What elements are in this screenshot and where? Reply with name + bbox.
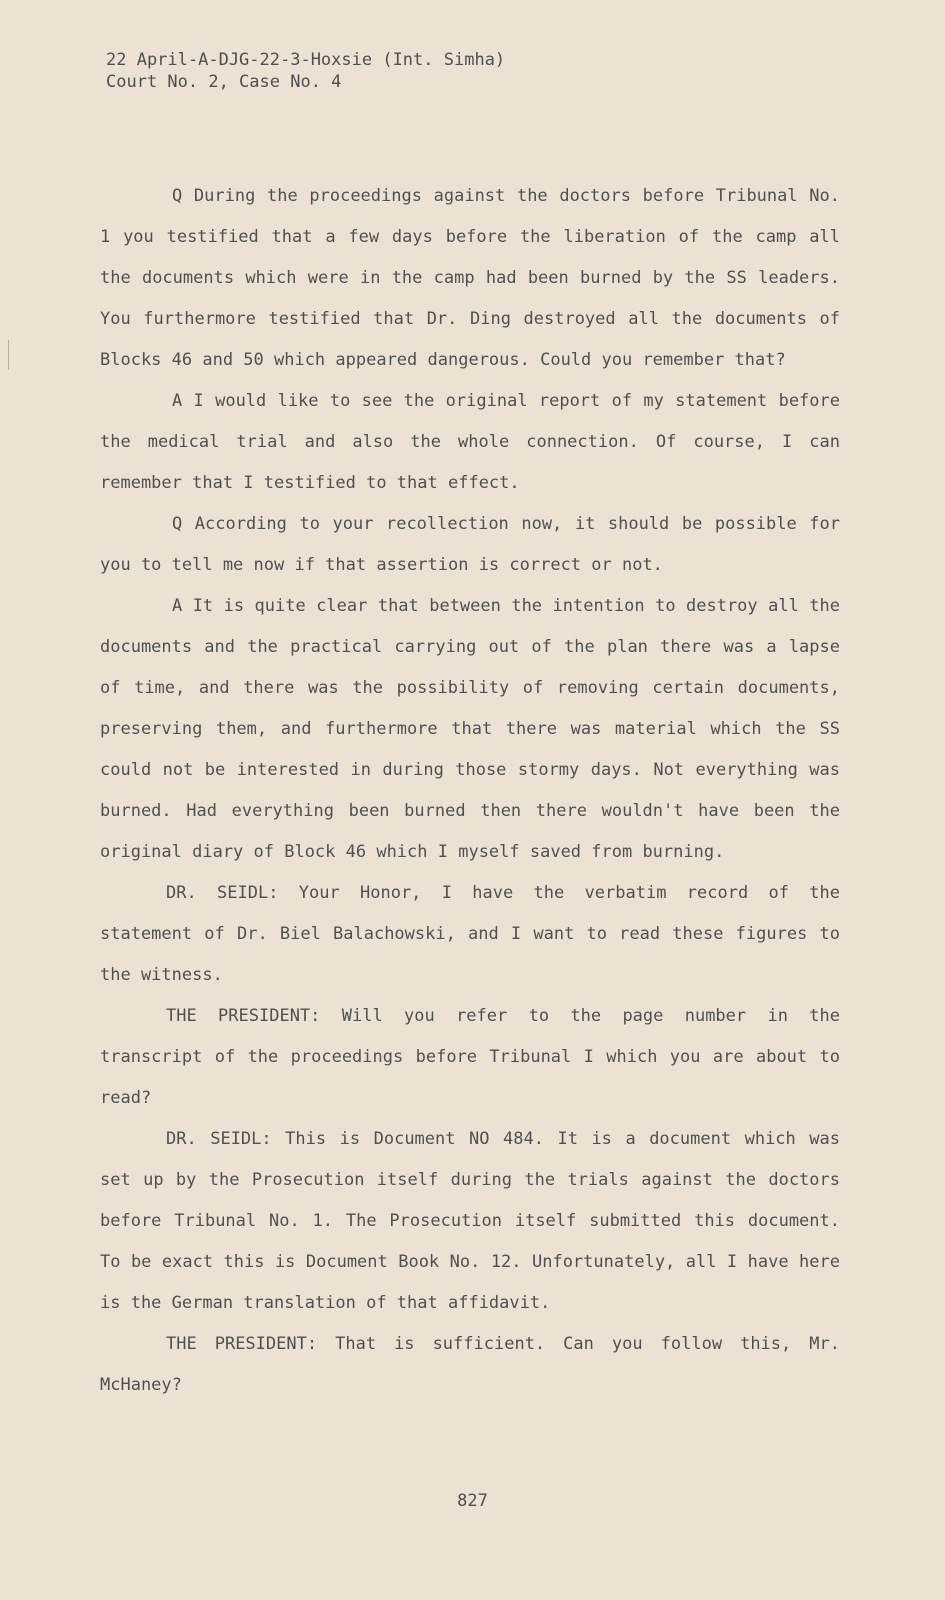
answer-paragraph: A It is quite clear that between the intention to destroy all the documents and the practical carrying out of the plan there was a lapse of time, and there was the possibility of removing certain documents, preserving them, and furthermore that there was material which the SS could not be interested in during those stormy days. Not everything was burned. Had everything been burned then there wouldn't have been the original diary of Block 46 which I myself saved from burning. (100, 596, 840, 862)
margin-mark (8, 340, 9, 370)
speaker-paragraph: DR. SEIDL: Your Honor, I have the verbatim record of the statement of Dr. Biel Balachowski, and I want to read these figures to the witness. (100, 883, 840, 985)
speaker-paragraph: THE PRESIDENT: That is sufficient. Can you follow this, Mr. McHaney? (100, 1334, 840, 1395)
answer-paragraph: A I would like to see the original report of my statement before the medical trial and also the whole connection. Of course, I can remember that I testified to that effect. (100, 391, 840, 493)
header-court-line: Court No. 2, Case No. 4 (106, 72, 342, 92)
page-number: 827 (457, 1491, 488, 1511)
document-header (106, 49, 505, 93)
speaker-paragraph: DR. SEIDL: This is Document NO 484. It is a document which was set up by the Prosecution itself during the trials against the doctors before Tribunal No. 1. The Prosecution itself submitted this document. To be exact this is Document Book No. 12. Unfortunately, all I have here is the German translation of that affidavit. (100, 1129, 840, 1313)
transcript-body (100, 176, 840, 1406)
question-paragraph: Q During the proceedings against the doctors before Tribunal No. 1 you testified that a few days before the liberation of the camp all the documents which were in the camp had been burned by the SS leaders. You furthermore testified that Dr. Ding destroyed all the documents of Blocks 46 and 50 which appeared dangerous. Could you remember that? (100, 186, 840, 370)
speaker-paragraph: THE PRESIDENT: Will you refer to the page number in the transcript of the proceedings before Tribunal I which you are about to read? (100, 1006, 840, 1108)
question-paragraph: Q According to your recollection now, it should be possible for you to tell me now if that assertion is correct or not. (100, 514, 840, 575)
header-case-line: 22 April-A-DJG-22-3-Hoxsie (Int. Simha) (106, 50, 506, 70)
